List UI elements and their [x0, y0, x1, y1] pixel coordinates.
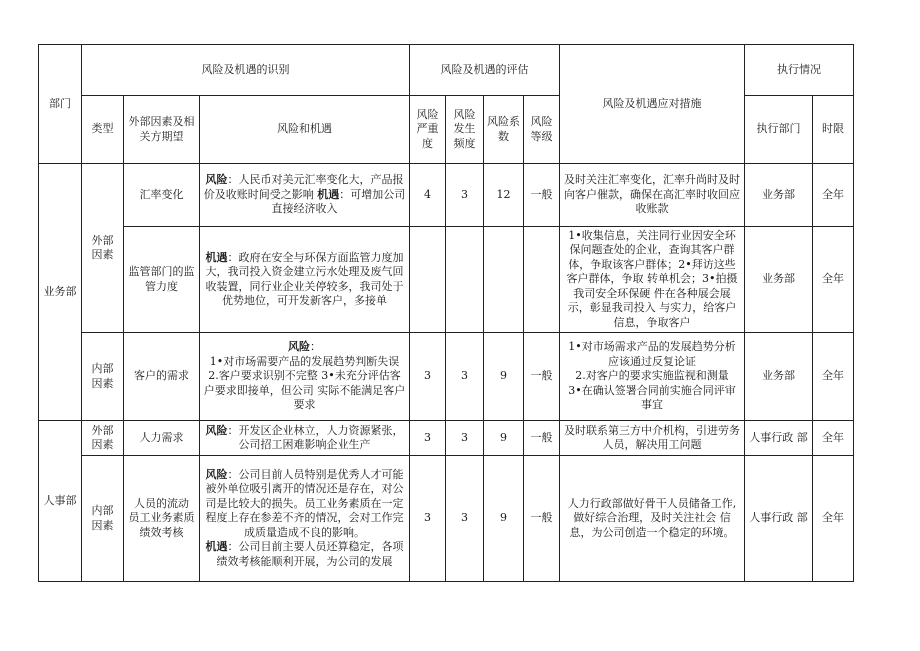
level-cell: 一般 [524, 421, 560, 456]
risk-text: ：公司目前人员特别是优秀人才可能被外单位吸引离开的情况还是存在，对公司是比较大的损失。员工业务素质在一定程度上存在参差不齐的情况，会对工作完成质量造成不良的影响。 [205, 467, 404, 539]
risk-label: 风险 [288, 340, 311, 354]
factor-line: 人员的流动 [134, 496, 189, 510]
factor-cell: 人力需求 [124, 421, 200, 456]
header-exec-dept: 执行部门 [745, 96, 813, 164]
coefficient-cell: 9 [484, 456, 524, 582]
risk-label: 风险 [205, 173, 228, 187]
measure-cell [560, 333, 745, 421]
frequency-cell: 3 [446, 333, 484, 421]
risk-opportunity-cell [200, 227, 410, 333]
exec-dept-cell: 人事行政 部 [745, 421, 813, 456]
coefficient-cell: 9 [484, 421, 524, 456]
exec-dept-cell: 业务部 [745, 227, 813, 333]
factor-cell [124, 456, 200, 582]
measure-line: 2.对客户的要求实施监视和测量 [575, 369, 729, 383]
severity-cell: 3 [410, 333, 446, 421]
risk-text: ： [310, 340, 322, 354]
header-frequency: 风险发生频度 [446, 96, 484, 164]
risk-line: 2.客户要求识别不完整 3•未充分评估客户要求即接单，但公司 实际不能满足客户要求 [203, 369, 406, 412]
severity-cell: 3 [410, 456, 446, 582]
risk-text: ：人民币对美元汇率变化大，产品报价及收账时间受之影响 [203, 173, 404, 201]
header-deadline: 时限 [813, 96, 854, 164]
factor-cell: 监管部门的监管力度 [124, 227, 200, 333]
exec-dept-cell: 业务部 [745, 164, 813, 227]
risk-text: ：开发区企业林立，人力资源紧张，公司招工困难影响企业生产 [227, 423, 404, 451]
risk-opportunity-table [38, 44, 854, 582]
measure-cell: 及时联系第三方中介机构，引进劳务人员，解决用工问题 [560, 421, 745, 456]
coefficient-cell [484, 227, 524, 333]
risk-opportunity-cell [200, 421, 410, 456]
deadline-cell: 全年 [813, 227, 854, 333]
severity-cell: 4 [410, 164, 446, 227]
opportunity-text: ：公司目前主要人员还算稳定，各项绩效考核能顺利开展，为公司的发展 [216, 540, 404, 568]
type-external-hr: 外部 因素 [82, 421, 124, 456]
type-internal-business: 内部 因素 [82, 333, 124, 421]
factor-cell: 汇率变化 [124, 164, 200, 227]
level-cell: 一般 [524, 164, 560, 227]
header-factors: 外部因素及相关方期望 [124, 96, 200, 164]
coefficient-cell: 12 [484, 164, 524, 227]
header-risk-opportunity: 风险和机遇 [200, 96, 410, 164]
frequency-cell: 3 [446, 456, 484, 582]
deadline-cell: 全年 [813, 333, 854, 421]
opportunity-label: 机遇 [205, 250, 228, 264]
dept-hr: 人事部 [39, 421, 82, 582]
severity-cell [410, 227, 446, 333]
header-evaluate: 风险及机遇的评估 [410, 45, 560, 96]
factor-cell: 客户的需求 [124, 333, 200, 421]
exec-dept-cell: 人事行政 部 [745, 456, 813, 582]
frequency-cell: 3 [446, 421, 484, 456]
measure-cell: 及时关注汇率变化，汇率升尚时及时向客户催款，确保在高汇率时收回应收账款 [560, 164, 745, 227]
level-cell: 一般 [524, 333, 560, 421]
risk-opportunity-cell [200, 164, 410, 227]
deadline-cell: 全年 [813, 456, 854, 582]
header-dept: 部门 [39, 45, 82, 164]
measure-line: 3•在确认签署合同前实施合同评审事宜 [568, 383, 736, 412]
measure-line: 1•对市场需求产品的发展趋势分析应该通过反复论证 [568, 340, 736, 368]
opportunity-label: 机遇 [205, 540, 228, 554]
deadline-cell: 全年 [813, 421, 854, 456]
risk-label: 风险 [205, 467, 228, 481]
risk-line: 1•对市场需要产品的发展趋势判断失误 [209, 354, 400, 368]
type-internal-hr: 内部 因素 [82, 456, 124, 582]
risk-opportunity-cell [200, 333, 410, 421]
frequency-cell: 3 [446, 164, 484, 227]
measure-cell: 1•收集信息，关注同行业因安全环保问题查处的企业，查询其客户群体，争取该客户群体；2•拜访这些客户群体，争取 转单机会；3•拍摄我司安全环保硬 件在各种展会展示，彰显我司投入 与实力，给客户信息，争取客户 [560, 227, 745, 333]
header-identify: 风险及机遇的识别 [82, 45, 410, 96]
type-external-business: 外部 因素 [82, 164, 124, 333]
severity-cell: 3 [410, 421, 446, 456]
factor-line: 绩效考核 [139, 525, 184, 539]
coefficient-cell: 9 [484, 333, 524, 421]
opportunity-label: 机遇 [317, 187, 340, 201]
opportunity-text: ：可增加公司直接经济收入 [271, 187, 406, 216]
header-execution: 执行情况 [745, 45, 854, 96]
opportunity-text: ：政府在安全与环保方面监管力度加大，我司投入资金建立污水处理及废气回收装置，同行业企业关停较多，我司处于优势地位，可开发新客户，多接单 [205, 250, 404, 307]
header-type: 类型 [82, 96, 124, 164]
deadline-cell: 全年 [813, 164, 854, 227]
frequency-cell [446, 227, 484, 333]
measure-cell: 人力行政部做好骨干人员储备工作,做好综合治理，及时关注社会 信息，为公司创造一个稳定的环境。 [560, 456, 745, 582]
header-measures: 风险及机遇应对措施 [560, 45, 745, 164]
level-cell: 一般 [524, 456, 560, 582]
header-coefficient: 风险系数 [484, 96, 524, 164]
exec-dept-cell: 业务部 [745, 333, 813, 421]
risk-label: 风险 [205, 423, 228, 437]
factor-line: 员工业务素质 [128, 511, 195, 525]
level-cell [524, 227, 560, 333]
dept-business: 业务部 [39, 164, 82, 421]
header-severity: 风险严重度 [410, 96, 446, 164]
risk-opportunity-cell [200, 456, 410, 582]
header-level: 风险等级 [524, 96, 560, 164]
